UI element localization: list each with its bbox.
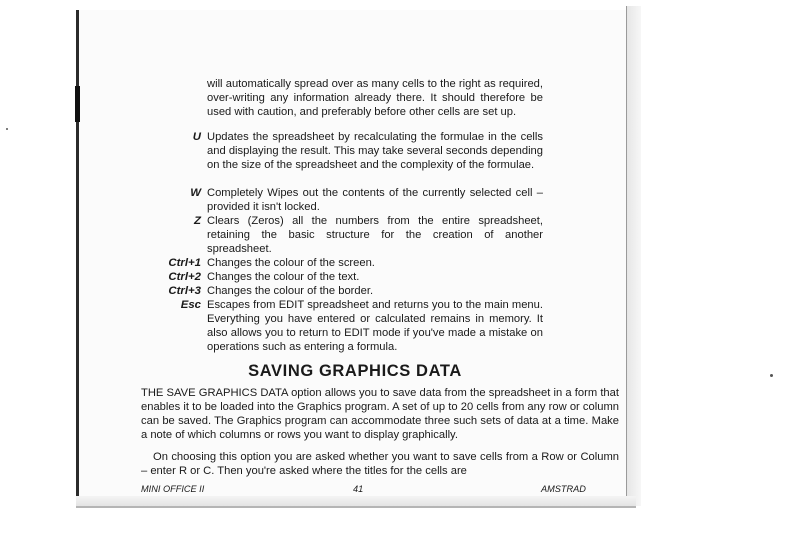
section-heading: SAVING GRAPHICS DATA <box>248 362 462 380</box>
command-key: U <box>192 131 201 143</box>
command-key: Ctrl+2 <box>168 271 201 283</box>
section-paragraph-2: On choosing this option you are asked whether you want to save cells from a Row or Column – enter R or C. Then you're asked where the titles for the cells are <box>141 451 619 477</box>
page-edge-right <box>626 6 641 506</box>
command-key: Ctrl+3 <box>168 285 201 297</box>
command-key: Ctrl+1 <box>168 257 201 269</box>
command-description: Clears (Zeros) all the numbers from the entire spreadsheet, retaining the basic structure for the creation of another spreadsheet. <box>207 215 543 255</box>
command-description: Changes the colour of the text. <box>207 271 360 283</box>
page-edge-bottom <box>76 496 636 508</box>
dust-speck <box>770 374 773 377</box>
footer-book-title: MINI OFFICE II <box>141 484 205 494</box>
command-description: Changes the colour of the border. <box>207 285 374 297</box>
footer-page-number: 41 <box>353 484 364 494</box>
command-key: Z <box>194 215 201 227</box>
command-description: Completely Wipes out the contents of the currently selected cell – provided it isn't locked. <box>207 187 543 213</box>
command-description: Changes the colour of the screen. <box>207 257 375 269</box>
footer-publisher: AMSTRAD <box>541 484 586 494</box>
spine-shadow <box>75 86 80 122</box>
book-page <box>76 10 631 498</box>
intro-continuation: will automatically spread over as many cells to the right as required, over-writing any information already there. It should therefore be used with caution, and preferably before other cells are set up. <box>207 78 543 118</box>
command-description: Updates the spreadsheet by recalculating the formulae in the cells and displaying the result. This may take several seconds depending on the size of the spreadsheet and the complexity of the formulae. <box>207 131 543 171</box>
command-key: W <box>190 187 201 199</box>
dust-speck <box>6 128 8 130</box>
command-key: Esc <box>180 299 201 311</box>
command-description: Escapes from EDIT spreadsheet and returns you to the main menu. Everything you have entered or calculated remains in memory. It also allows you to return to EDIT mode if you've made a mistake on operations such as entering a formula. <box>207 299 543 353</box>
section-paragraph-1: THE SAVE GRAPHICS DATA option allows you to save data from the spreadsheet in a form that enables it to be loaded into the Graphics program. A set of up to 20 cells from any row or column can be saved. The Graphics program can accommodate three such sets of data at a time. Make a note of which columns or rows you want to display graphically. <box>141 387 619 441</box>
